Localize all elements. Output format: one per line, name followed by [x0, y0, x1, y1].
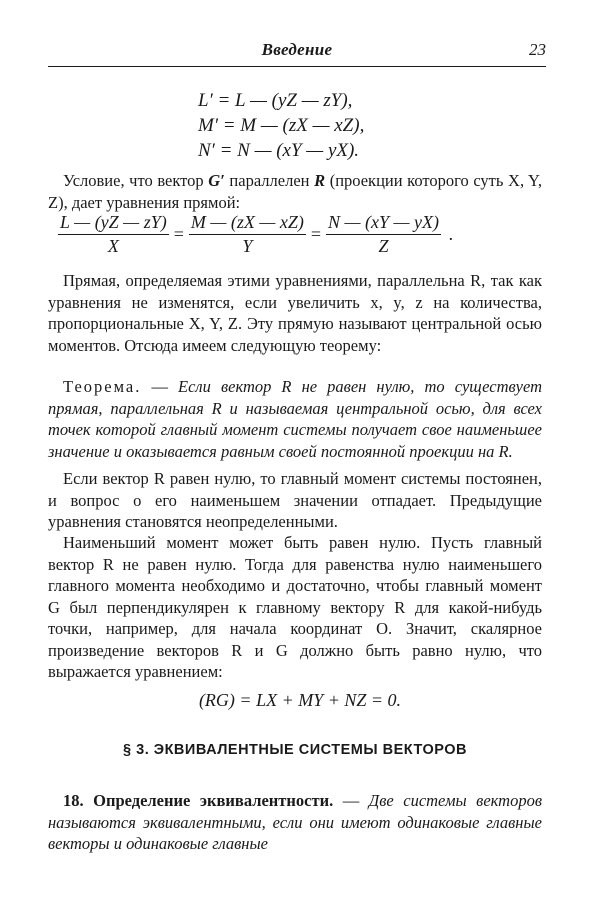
equation-line-3: N′ = N — (xY — yX).: [198, 140, 360, 161]
fraction-2-denominator: Y: [242, 236, 253, 256]
para3-text: Если вектор R равен нулю, то главный момент системы постоянен, и вопрос о его наименьшем значении отпадает. Предыдущие уравнения становятся неопределенными.: [48, 469, 542, 531]
paragraph-central-axis: [48, 270, 542, 356]
equation-period: .: [449, 224, 454, 244]
equation-line-2: M′ = M — (zX — xZ),: [198, 115, 365, 136]
paragraph-smallest-moment: [48, 532, 542, 683]
paragraph-condition: [48, 170, 542, 213]
fraction-1-denominator: X: [107, 236, 119, 256]
fraction-2: [189, 212, 306, 257]
para1-after: (проекции которого суть X, Y, Z), дает уравнения прямой:: [48, 171, 542, 212]
fraction-3-numerator: N — (xY — yX): [326, 212, 441, 235]
header-title: Введение: [261, 40, 333, 59]
fraction-1: [58, 212, 169, 257]
equation-line-1: L′ = L — (yZ — zY),: [198, 90, 353, 111]
paragraph-zero-vector: [48, 468, 542, 533]
equals-sign-1: =: [173, 224, 184, 244]
theorem-label: Теорема.: [63, 377, 142, 396]
equals-sign-2: =: [310, 224, 322, 244]
para2-text: Прямая, определяемая этими уравнениями, параллельна R, так как уравнения не изменятся, если увеличить x, y, z на количества, пропорциональные X, Y, Z. Эту прямую называют центральной осью моментов. Отсюда имеем следующую теорему:: [48, 271, 542, 355]
vector-g-prime: G′: [208, 171, 225, 190]
section-heading: § 3. ЭКВИВАЛЕНТНЫЕ СИСТЕМЫ ВЕКТОРОВ: [123, 742, 467, 758]
fraction-1-numerator: L — (yZ — zY): [58, 212, 169, 235]
moment-equations: [198, 88, 364, 163]
header-rule: [48, 66, 546, 67]
vector-r: R: [314, 171, 326, 190]
theorem-block: [48, 376, 542, 462]
paragraph-definition: [48, 790, 542, 855]
fraction-3: [326, 212, 441, 257]
para1-mid: параллелен: [224, 171, 315, 190]
para1-before: Условие, что вектор: [63, 171, 209, 190]
scalar-product-equation: (RG) = LX + MY + NZ = 0.: [198, 690, 402, 710]
line-equations: [58, 212, 454, 257]
running-header: [48, 40, 546, 64]
definition-title: 18. Определение эквивалентности.: [63, 791, 334, 810]
definition-dash: —: [333, 791, 369, 810]
theorem-body: Если вектор R не равен нулю, то существует прямая, параллельная R и называемая центральной осью, для всех точек которой главный момент системы получает свое наименьшее значение и оказывается равным своей постоянной проекции на R.: [48, 377, 543, 461]
fraction-3-denominator: Z: [378, 236, 389, 256]
theorem-dash: —: [141, 377, 179, 396]
definition-body: Две системы векторов называются эквивалентными, если они имеют одинаковые главные векторы и одинаковые главные: [48, 791, 542, 853]
fraction-2-numerator: M — (zX — xZ): [189, 212, 306, 235]
para4-text: Наименьший момент может быть равен нулю. Пусть главный вектор R не равен нулю. Тогда для равенства нулю наименьшего главного момента необходимо и достаточно, чтобы главный момент G был перпендикулярен к главному вектору R для какой-нибудь точки, например, для начала координат O. Значит, скалярное произведение векторов R и G должно быть равно нулю, что выражается уравнением:: [48, 533, 542, 681]
page-number: 23: [529, 40, 546, 59]
